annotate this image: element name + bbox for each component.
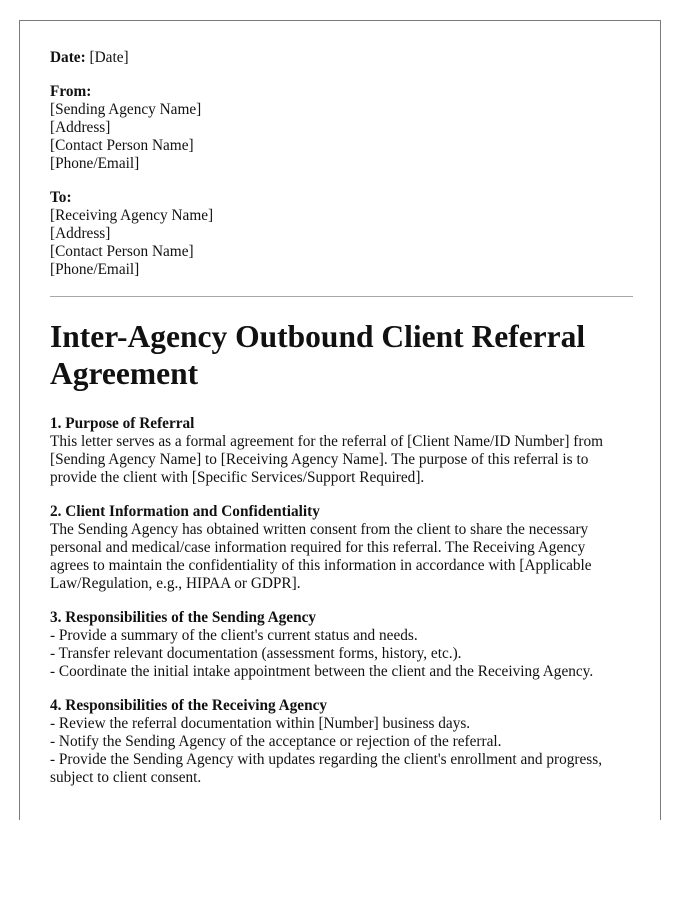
section-line: - Provide a summary of the client's current status and needs.: [50, 627, 418, 644]
to-label: To:: [50, 189, 72, 206]
header-divider: [50, 296, 633, 297]
date-label: Date:: [50, 49, 86, 66]
section-sending-responsibilities: [50, 609, 640, 681]
from-line: [Contact Person Name]: [50, 137, 194, 154]
section-receiving-responsibilities: [50, 697, 640, 787]
letter-page: [19, 20, 661, 820]
section-line: - Provide the Sending Agency with updates regarding the client's enrollment and progress,: [50, 751, 603, 768]
document-title-line: Inter-Agency Outbound Client Referral: [50, 319, 586, 354]
from-line: [Phone/Email]: [50, 155, 140, 172]
section-line: This letter serves as a formal agreement for the referral of [Client Name/ID Number] from: [50, 433, 604, 450]
section-line: - Transfer relevant documentation (assessment forms, history, etc.).: [50, 645, 462, 662]
section-heading: 2. Client Information and Confidentiality: [50, 503, 320, 520]
section-heading: 4. Responsibilities of the Receiving Agency: [50, 697, 328, 714]
section-heading: 1. Purpose of Referral: [50, 415, 195, 432]
letter-header: [50, 49, 640, 279]
section-line: The Sending Agency has obtained written consent from the client to share the necessary: [50, 521, 589, 538]
section-confidentiality: [50, 503, 640, 593]
to-line: [Contact Person Name]: [50, 243, 194, 260]
date-line: [50, 49, 640, 67]
section-line: - Coordinate the initial intake appointment between the client and the Receiving Agency.: [50, 663, 594, 680]
section-purpose: [50, 415, 640, 487]
section-line: provide the client with [Specific Services/Support Required].: [50, 469, 425, 486]
document-title-line: Agreement: [50, 356, 199, 391]
from-line: [Address]: [50, 119, 111, 136]
section-line: personal and medical/case information required for this referral. The Receiving Agency: [50, 539, 586, 556]
date-value: [Date]: [89, 49, 129, 66]
agreement-sections: [50, 415, 640, 803]
section-line: Law/Regulation, e.g., HIPAA or GDPR].: [50, 575, 301, 592]
section-line: [Sending Agency Name] to [Receiving Agency Name]. The purpose of this referral is to: [50, 451, 589, 468]
to-line: [Address]: [50, 225, 111, 242]
from-label: From:: [50, 83, 92, 100]
section-line: - Notify the Sending Agency of the acceptance or rejection of the referral.: [50, 733, 502, 750]
document-title: [50, 318, 640, 392]
section-heading: 3. Responsibilities of the Sending Agency: [50, 609, 317, 626]
section-line: - Review the referral documentation within [Number] business days.: [50, 715, 471, 732]
to-line: [Phone/Email]: [50, 261, 140, 278]
from-line: [Sending Agency Name]: [50, 101, 202, 118]
section-line: agrees to maintain the confidentiality of this information in accordance with [Applicable: [50, 557, 592, 574]
section-line: subject to client consent.: [50, 769, 202, 786]
to-line: [Receiving Agency Name]: [50, 207, 214, 224]
